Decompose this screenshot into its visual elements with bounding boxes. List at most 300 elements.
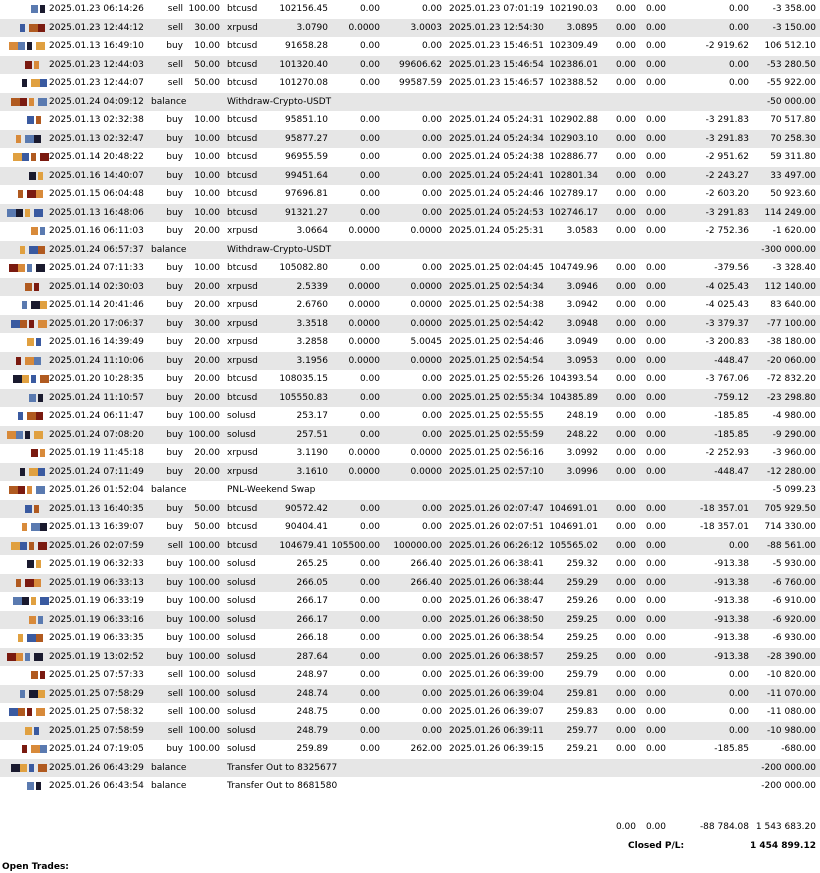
cell-profit: -12 280.00: [766, 466, 816, 477]
cell-type: buy: [166, 170, 183, 181]
cell-sl: 0.00: [359, 614, 380, 625]
cell-commission: 0.00: [615, 503, 636, 514]
cell-tp: 5.0045: [410, 337, 442, 347]
trade-row: [0, 185, 820, 204]
cell-item: xrpusd: [227, 355, 258, 366]
trade-row: [0, 148, 820, 167]
cell-type: sell: [167, 688, 183, 699]
cell-close-price: 259.77: [566, 725, 598, 736]
cell-commission: 0.00: [615, 725, 636, 736]
cell-commission: 0.00: [615, 522, 636, 532]
cell-close-time: 2025.01.25 02:54:34: [449, 281, 544, 292]
cell-swap: -2 252.93: [705, 448, 749, 458]
cell-open-time: 2025.01.25 07:58:32: [49, 707, 144, 717]
ticket-marker: [0, 338, 48, 347]
trade-row: [0, 352, 820, 371]
cell-tp: 0.0000: [410, 355, 442, 366]
cell-size: 10.00: [194, 170, 220, 181]
ticket-marker: [0, 671, 48, 680]
cell-sl: 0.00: [359, 744, 380, 754]
cell-price: 3.2858: [296, 337, 328, 347]
cell-swap: -185.85: [714, 744, 749, 754]
cell-swap: -448.47: [714, 355, 749, 366]
cell-size: 100.00: [188, 559, 220, 569]
cell-sl: 0.00: [359, 559, 380, 569]
trade-row: [0, 444, 820, 463]
cell-close-price: 259.29: [566, 577, 598, 588]
cell-price: 102156.45: [279, 4, 328, 14]
cell-size: 50.00: [194, 503, 220, 514]
cell-profit: -6 930.00: [772, 633, 816, 643]
cell-type: buy: [166, 614, 183, 625]
cell-close-price: 3.0996: [566, 466, 598, 477]
cell-taxes: 0.00: [645, 355, 666, 366]
trade-row: [0, 222, 820, 241]
cell-profit: -3 358.00: [772, 4, 816, 14]
ticket-marker: [0, 449, 48, 458]
cell-item: solusd: [227, 614, 256, 625]
cell-tp: 0.00: [421, 207, 442, 218]
cell-item: solusd: [227, 577, 256, 588]
cell-sl: 0.00: [359, 411, 380, 421]
cell-price: 101320.40: [279, 59, 328, 70]
cell-price: 91658.28: [285, 41, 328, 51]
cell-close-time: 2025.01.25 02:56:16: [449, 448, 544, 458]
cell-size: 100.00: [188, 577, 220, 588]
cell-taxes: 0.00: [645, 300, 666, 310]
cell-swap: 0.00: [728, 540, 749, 551]
cell-open-time: 2025.01.23 06:14:26: [49, 4, 144, 14]
cell-type: buy: [166, 41, 183, 51]
cell-item: btcusd: [227, 540, 258, 551]
cell-size: 100.00: [188, 725, 220, 736]
cell-size: 10.00: [194, 207, 220, 218]
cell-price: 91321.27: [285, 207, 328, 218]
cell-close-time: 2025.01.24 05:24:34: [449, 133, 544, 144]
cell-profit: 83 640.00: [770, 300, 816, 310]
cell-tp: 0.00: [421, 133, 442, 144]
cell-price: 108035.15: [279, 374, 328, 384]
cell-open-time: 2025.01.24 07:11:33: [49, 263, 144, 273]
cell-tp: 0.0000: [410, 300, 442, 310]
cell-swap: 0.00: [728, 688, 749, 699]
cell-commission: 0.00: [615, 448, 636, 458]
ticket-marker: [0, 616, 48, 625]
cell-type: buy: [166, 189, 183, 199]
cell-price: 95851.10: [285, 115, 328, 125]
trade-row: [0, 703, 820, 722]
total-taxes: 0.00: [645, 822, 666, 832]
cell-sl: 0.00: [359, 4, 380, 14]
cell-taxes: 0.00: [645, 337, 666, 347]
cell-open-time: 2025.01.13 16:39:07: [49, 522, 144, 532]
cell-taxes: 0.00: [645, 503, 666, 514]
cell-close-price: 102388.52: [549, 78, 598, 88]
cell-type: buy: [166, 318, 183, 329]
cell-open-time: 2025.01.26 06:43:29: [49, 762, 144, 773]
cell-taxes: 0.00: [645, 115, 666, 125]
ticket-marker: [0, 190, 48, 199]
cell-type: buy: [166, 633, 183, 643]
ticket-marker: [0, 505, 48, 514]
ticket-marker: [0, 283, 48, 292]
ticket-marker: [0, 357, 48, 366]
cell-close-price: 3.0946: [566, 281, 598, 292]
cell-close-price: 259.25: [566, 614, 598, 625]
cell-close-time: 2025.01.25 02:54:38: [449, 300, 544, 310]
cell-taxes: 0.00: [645, 707, 666, 717]
cell-close-time: 2025.01.25 02:57:10: [449, 466, 544, 477]
cell-tp: 0.0000: [410, 448, 442, 458]
total-swap: -88 784.08: [699, 822, 749, 832]
cell-close-price: 104749.96: [549, 263, 598, 273]
cell-sl: 0.00: [359, 596, 380, 606]
cell-tp: 262.00: [410, 744, 442, 754]
cell-size: 10.00: [194, 263, 220, 273]
cell-close-time: 2025.01.26 06:26:12: [449, 540, 544, 551]
cell-price: 105082.80: [279, 263, 328, 273]
cell-tp: 0.00: [421, 411, 442, 421]
cell-sl: 0.0000: [348, 448, 380, 458]
cell-swap: -379.56: [714, 263, 749, 273]
cell-taxes: 0.00: [645, 651, 666, 662]
cell-close-price: 259.25: [566, 633, 598, 643]
cell-type: balance: [151, 244, 187, 255]
cell-open-time: 2025.01.19 06:33:13: [49, 577, 144, 588]
cell-swap: -913.38: [714, 651, 749, 662]
cell-profit: -3 328.40: [772, 263, 816, 273]
cell-price: 97696.81: [285, 189, 328, 199]
cell-sl: 0.00: [359, 78, 380, 88]
cell-price: 105550.83: [279, 392, 328, 403]
cell-open-time: 2025.01.13 02:32:47: [49, 133, 144, 144]
cell-close-price: 3.0948: [566, 318, 598, 329]
cell-sl: 0.00: [359, 651, 380, 662]
cell-taxes: 0.00: [645, 540, 666, 551]
cell-price: 104679.41: [279, 540, 328, 551]
ticket-marker: [0, 264, 48, 273]
cell-sl: 0.00: [359, 392, 380, 403]
cell-item: solusd: [227, 411, 256, 421]
cell-open-time: 2025.01.23 12:44:03: [49, 59, 144, 70]
trade-row: [0, 592, 820, 611]
cell-close-price: 259.32: [566, 559, 598, 569]
cell-taxes: 0.00: [645, 59, 666, 70]
cell-item: btcusd: [227, 522, 258, 532]
cell-item: btcusd: [227, 263, 258, 273]
cell-commission: 0.00: [615, 651, 636, 662]
cell-close-time: 2025.01.26 06:38:47: [449, 596, 544, 606]
cell-open-time: 2025.01.24 06:11:47: [49, 411, 144, 421]
cell-commission: 0.00: [615, 670, 636, 680]
cell-price: 3.0790: [296, 22, 328, 33]
cell-commission: 0.00: [615, 78, 636, 88]
ticket-marker: [0, 764, 48, 773]
cell-swap: -2 951.62: [705, 152, 749, 162]
ticket-marker: [0, 301, 48, 310]
trade-row: [0, 0, 820, 19]
cell-close-price: 259.81: [566, 688, 598, 699]
cell-item: solusd: [227, 596, 256, 606]
cell-tp: 0.00: [421, 614, 442, 625]
ticket-marker: [0, 690, 48, 699]
cell-tp: 99606.62: [399, 59, 442, 70]
cell-close-price: 102309.49: [549, 41, 598, 51]
cell-comment: Withdraw-Crypto-USDT: [227, 96, 332, 107]
cell-sl: 0.00: [359, 41, 380, 51]
cell-price: 2.6760: [296, 300, 328, 310]
cell-close-price: 3.0992: [566, 448, 598, 458]
cell-profit: 705 929.50: [764, 503, 816, 514]
cell-open-time: 2025.01.13 16:48:06: [49, 207, 144, 218]
cell-swap: -448.47: [714, 466, 749, 477]
cell-sl: 0.00: [359, 577, 380, 588]
cell-profit: -23 298.80: [766, 392, 816, 403]
ticket-marker: [0, 523, 48, 532]
cell-type: sell: [167, 4, 183, 14]
cell-swap: 0.00: [728, 59, 749, 70]
cell-type: sell: [167, 670, 183, 680]
cell-close-time: 2025.01.26 06:39:07: [449, 707, 544, 717]
trade-row: [0, 518, 820, 537]
cell-type: buy: [166, 429, 183, 440]
cell-tp: 0.00: [421, 115, 442, 125]
cell-open-time: 2025.01.14 20:48:22: [49, 152, 144, 162]
cell-price: 99451.64: [285, 170, 328, 181]
cell-close-time: 2025.01.25 02:55:34: [449, 392, 544, 403]
cell-sl: 0.00: [359, 670, 380, 680]
ticket-marker: [0, 745, 48, 754]
ticket-marker: [0, 431, 48, 440]
cell-taxes: 0.00: [645, 725, 666, 736]
cell-price: 257.51: [296, 429, 328, 440]
cell-item: btcusd: [227, 503, 258, 514]
cell-close-time: 2025.01.26 06:39:15: [449, 744, 544, 754]
cell-profit: -3 150.00: [772, 22, 816, 33]
ticket-marker: [0, 653, 48, 662]
cell-profit: -10 820.00: [766, 670, 816, 680]
cell-price: 248.74: [296, 688, 328, 699]
cell-size: 100.00: [188, 614, 220, 625]
cell-type: buy: [166, 226, 183, 236]
cell-profit: 714 330.00: [764, 522, 816, 532]
trade-row: [0, 648, 820, 667]
cell-item: solusd: [227, 744, 256, 754]
cell-size: 100.00: [188, 4, 220, 14]
cell-close-time: 2025.01.24 05:24:38: [449, 152, 544, 162]
cell-tp: 100000.00: [393, 540, 442, 551]
ticket-marker: [0, 634, 48, 643]
cell-open-time: 2025.01.16 14:39:49: [49, 337, 144, 347]
cell-type: buy: [166, 411, 183, 421]
cell-item: btcusd: [227, 4, 258, 14]
cell-open-time: 2025.01.13 02:32:38: [49, 115, 144, 125]
cell-size: 10.00: [194, 152, 220, 162]
cell-close-price: 3.0942: [566, 300, 598, 310]
cell-taxes: 0.00: [645, 41, 666, 51]
cell-open-time: 2025.01.26 01:52:04: [49, 485, 144, 495]
trade-row: [0, 56, 820, 75]
cell-size: 20.00: [194, 374, 220, 384]
cell-open-time: 2025.01.23 12:44:07: [49, 78, 144, 88]
cell-sl: 0.0000: [348, 22, 380, 33]
trade-row: [0, 685, 820, 704]
cell-taxes: 0.00: [645, 189, 666, 199]
cell-profit: -55 922.00: [766, 78, 816, 88]
cell-taxes: 0.00: [645, 226, 666, 236]
cell-profit: 112 140.00: [764, 281, 816, 292]
cell-close-time: 2025.01.24 05:24:46: [449, 189, 544, 199]
cell-open-time: 2025.01.16 06:11:03: [49, 226, 144, 236]
cell-amount: -5 099.23: [772, 485, 816, 495]
cell-size: 10.00: [194, 189, 220, 199]
cell-close-price: 3.0949: [566, 337, 598, 347]
cell-item: xrpusd: [227, 448, 258, 458]
trade-row: [0, 259, 820, 278]
ticket-marker: [0, 412, 48, 421]
cell-close-time: 2025.01.26 06:38:54: [449, 633, 544, 643]
cell-size: 20.00: [194, 355, 220, 366]
cell-commission: 0.00: [615, 633, 636, 643]
cell-swap: -913.38: [714, 633, 749, 643]
cell-open-time: 2025.01.15 06:04:48: [49, 189, 144, 199]
cell-price: 259.89: [296, 744, 328, 754]
cell-commission: 0.00: [615, 466, 636, 477]
cell-close-time: 2025.01.24 05:24:41: [449, 170, 544, 181]
trade-row: [0, 574, 820, 593]
cell-open-time: 2025.01.13 16:40:35: [49, 503, 144, 514]
cell-item: btcusd: [227, 59, 258, 70]
cell-amount: -300 000.00: [761, 244, 816, 255]
ticket-marker: [0, 560, 48, 569]
cell-type: balance: [151, 781, 187, 791]
cell-type: buy: [166, 448, 183, 458]
cell-size: 20.00: [194, 226, 220, 236]
cell-type: buy: [166, 466, 183, 477]
cell-close-time: 2025.01.25 02:04:45: [449, 263, 544, 273]
ticket-marker: [0, 708, 48, 717]
cell-size: 100.00: [188, 744, 220, 754]
cell-commission: 0.00: [615, 744, 636, 754]
cell-price: 2.5339: [296, 281, 328, 292]
cell-commission: 0.00: [615, 411, 636, 421]
cell-open-time: 2025.01.23 12:44:12: [49, 22, 144, 33]
cell-profit: 114 249.00: [764, 207, 816, 218]
trade-row: [0, 389, 820, 408]
cell-taxes: 0.00: [645, 78, 666, 88]
cell-close-time: 2025.01.25 02:54:54: [449, 355, 544, 366]
cell-taxes: 0.00: [645, 411, 666, 421]
ticket-marker: [0, 394, 48, 403]
cell-open-time: 2025.01.24 07:11:49: [49, 466, 144, 477]
cell-commission: 0.00: [615, 133, 636, 144]
cell-swap: -18 357.01: [699, 503, 749, 514]
cell-price: 248.97: [296, 670, 328, 680]
cell-size: 30.00: [194, 318, 220, 329]
trade-row: [0, 629, 820, 648]
cell-tp: 0.00: [421, 170, 442, 181]
closed-pl-row: [0, 837, 820, 856]
total-commission: 0.00: [615, 822, 636, 832]
trade-row: [0, 500, 820, 519]
cell-open-time: 2025.01.24 07:19:05: [49, 744, 144, 754]
cell-close-price: 3.0583: [566, 226, 598, 236]
cell-close-price: 248.19: [566, 411, 598, 421]
cell-profit: 106 512.10: [764, 41, 816, 51]
ticket-marker: [0, 597, 48, 606]
cell-size: 20.00: [194, 392, 220, 403]
cell-size: 10.00: [194, 41, 220, 51]
balance-row: [0, 241, 820, 260]
cell-tp: 0.00: [421, 596, 442, 606]
trade-row: [0, 167, 820, 186]
cell-close-price: 102902.88: [549, 115, 598, 125]
cell-type: buy: [166, 559, 183, 569]
trade-row: [0, 111, 820, 130]
cell-item: btcusd: [227, 41, 258, 51]
cell-price: 90572.42: [285, 503, 328, 514]
cell-item: btcusd: [227, 207, 258, 218]
cell-swap: -3 291.83: [705, 115, 749, 125]
cell-taxes: 0.00: [645, 133, 666, 144]
cell-close-price: 259.79: [566, 670, 598, 680]
cell-item: solusd: [227, 651, 256, 662]
cell-taxes: 0.00: [645, 559, 666, 569]
cell-taxes: 0.00: [645, 22, 666, 33]
cell-open-time: 2025.01.25 07:58:29: [49, 688, 144, 699]
cell-item: solusd: [227, 670, 256, 680]
cell-tp: 0.00: [421, 503, 442, 514]
cell-taxes: 0.00: [645, 744, 666, 754]
cell-commission: 0.00: [615, 263, 636, 273]
cell-open-time: 2025.01.26 02:07:59: [49, 540, 144, 551]
cell-amount: -50 000.00: [766, 96, 816, 107]
cell-close-price: 259.83: [566, 707, 598, 717]
cell-sl: 0.00: [359, 522, 380, 532]
cell-price: 3.3518: [296, 318, 328, 329]
cell-price: 3.1956: [296, 355, 328, 366]
cell-close-time: 2025.01.26 06:39:00: [449, 670, 544, 680]
cell-profit: -9 290.00: [772, 429, 816, 440]
ticket-marker: [0, 209, 48, 218]
cell-open-time: 2025.01.19 06:33:35: [49, 633, 144, 643]
cell-taxes: 0.00: [645, 207, 666, 218]
cell-price: 253.17: [296, 411, 328, 421]
cell-sl: 0.00: [359, 170, 380, 181]
cell-profit: -72 832.20: [766, 374, 816, 384]
cell-size: 50.00: [194, 78, 220, 88]
cell-type: balance: [151, 485, 187, 495]
cell-profit: -1 620.00: [772, 226, 816, 236]
cell-close-time: 2025.01.26 02:07:47: [449, 503, 544, 514]
cell-profit: -20 060.00: [766, 355, 816, 366]
cell-profit: -11 070.00: [766, 688, 816, 699]
cell-sl: 0.0000: [348, 355, 380, 366]
cell-sl: 0.00: [359, 207, 380, 218]
cell-profit: -53 280.50: [766, 59, 816, 70]
trade-row: [0, 537, 820, 556]
cell-swap: -18 357.01: [699, 522, 749, 532]
cell-price: 266.05: [296, 577, 328, 588]
cell-close-price: 102746.17: [549, 207, 598, 218]
cell-open-time: 2025.01.24 06:57:37: [49, 244, 144, 255]
cell-tp: 0.00: [421, 633, 442, 643]
cell-size: 100.00: [188, 651, 220, 662]
cell-sl: 0.00: [359, 725, 380, 736]
cell-close-price: 259.26: [566, 596, 598, 606]
cell-tp: 0.00: [421, 522, 442, 532]
cell-size: 50.00: [194, 522, 220, 532]
